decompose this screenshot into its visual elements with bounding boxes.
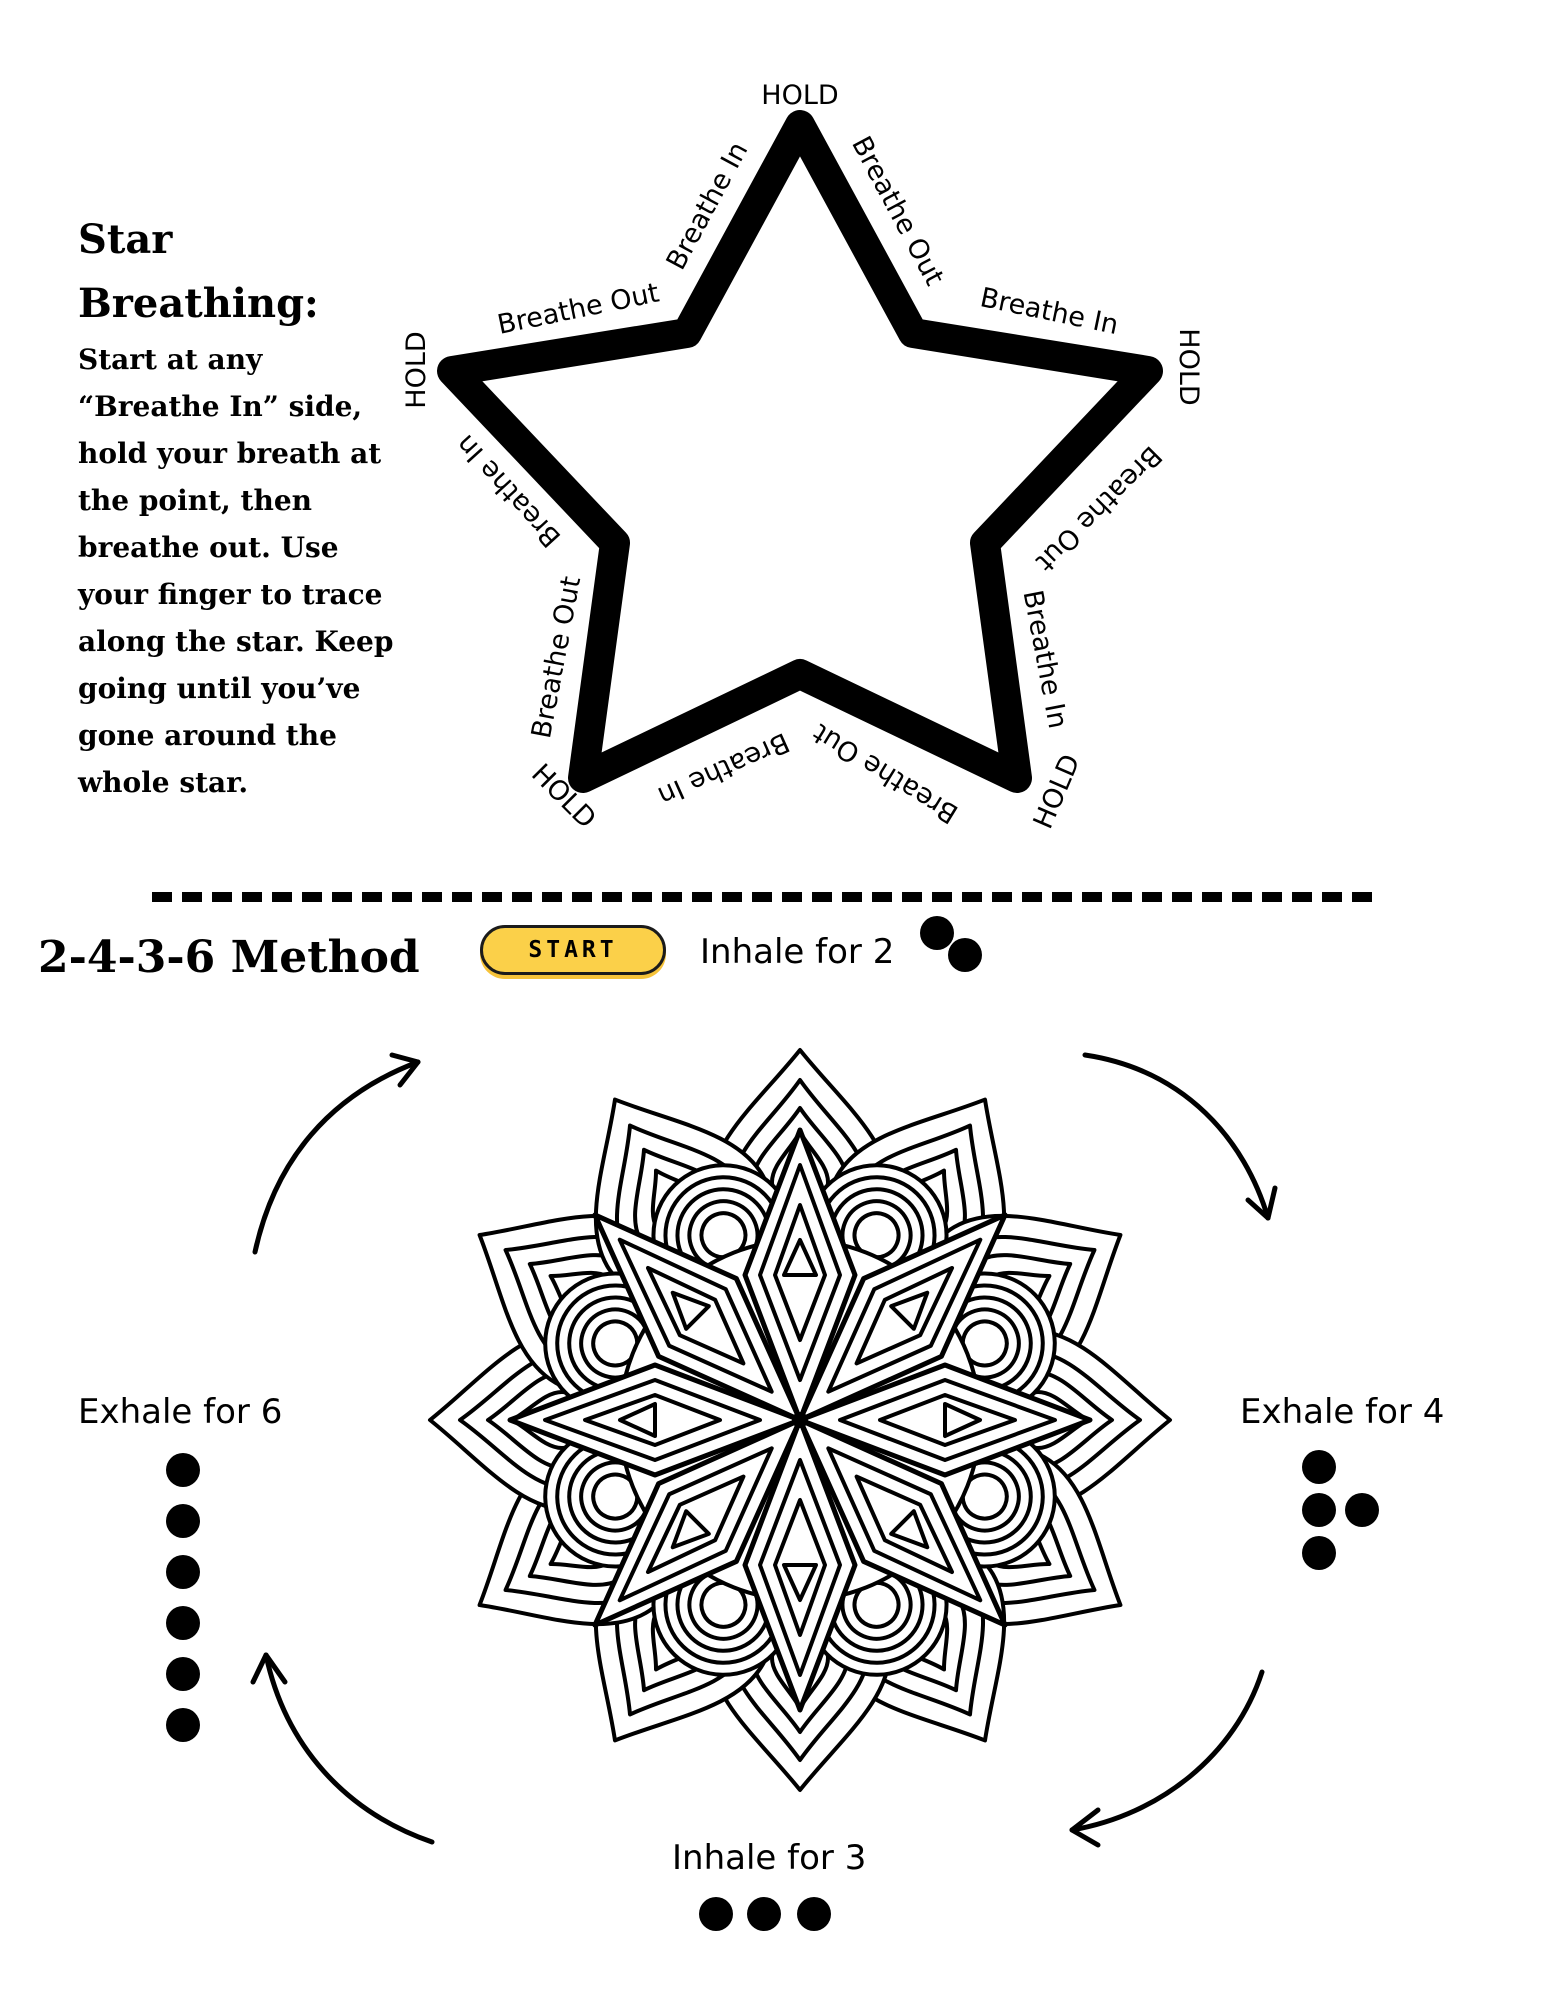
breathe-out-label-upper-left: Breathe Out (494, 277, 662, 341)
inhale-2-label: Inhale for 2 (700, 932, 895, 972)
star-breathing-title: Star Breathing: (78, 216, 319, 327)
mandala-icon (420, 1040, 1180, 1800)
hold-label-bottom-left: HOLD (525, 758, 602, 835)
breathe-in-label-lower-right: Breathe In (1016, 587, 1074, 732)
start-button[interactable]: START (480, 925, 666, 975)
breathe-in-label-bottom: Breathe In (653, 726, 794, 812)
breathe-out-label-bottom: Breathe Out (807, 717, 964, 830)
breathe-in-label-upper-right: Breathe In (977, 282, 1122, 342)
hold-label-left: HOLD (401, 331, 432, 409)
hold-label-top: HOLD (761, 80, 839, 111)
curved-arrow-icon (253, 1655, 432, 1842)
curved-arrow-icon (255, 1055, 418, 1252)
exhale-6-label: Exhale for 6 (78, 1392, 283, 1432)
breathe-in-label-top-left: Breathe In (660, 136, 755, 276)
breathe-out-label-top-right: Breathe Out (845, 131, 950, 291)
breathe-in-label-left: Breathe In (450, 428, 568, 554)
star-breathing-instructions: Start at any “Breathe In” side, hold your breath at the point, then breathe out. Use your finger to trace along the star. Keep going until you’ve gone around the whole star. (78, 343, 394, 799)
inhale-3-label: Inhale for 3 (672, 1838, 867, 1878)
hold-label-bottom-right: HOLD (1027, 749, 1087, 834)
method-title: 2-4-3-6 Method (38, 932, 420, 983)
exhale-4-label: Exhale for 4 (1240, 1392, 1445, 1432)
breathe-out-label-right: Breathe Out (1029, 439, 1168, 578)
breathe-out-label-lower-left: Breathe Out (526, 573, 588, 741)
hold-label-right: HOLD (1173, 328, 1204, 406)
